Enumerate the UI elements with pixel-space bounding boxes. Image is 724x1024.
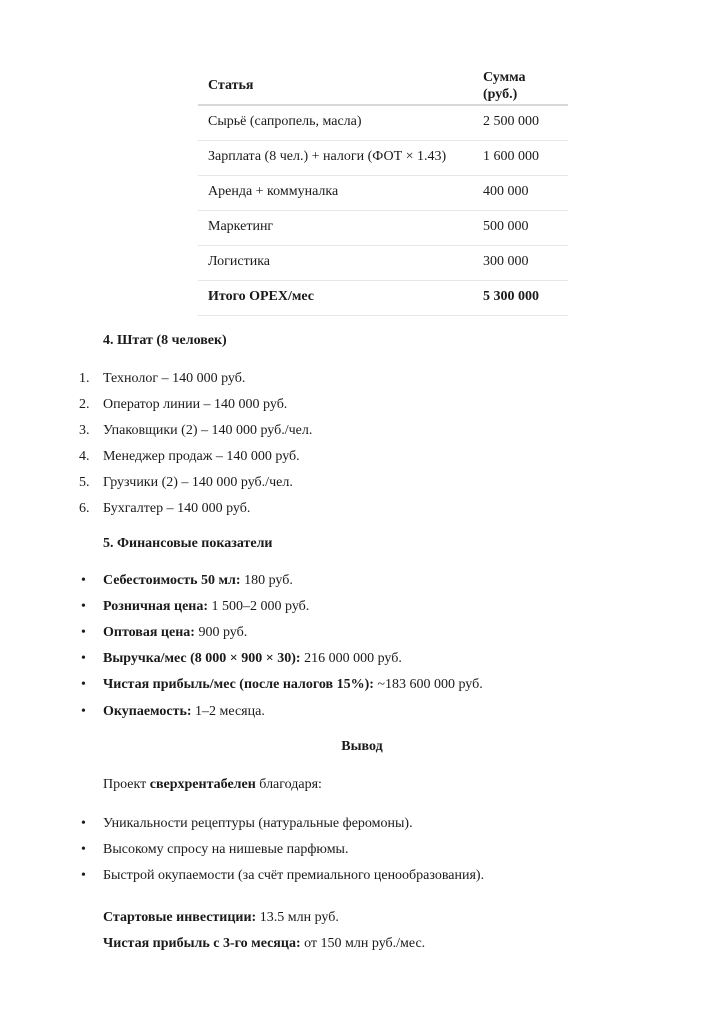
list-number: 3. [79, 423, 90, 438]
bullet-icon: • [81, 573, 86, 588]
table-cell-item: Сырьё (сапропель, масла) [198, 105, 473, 141]
table-cell-amount: 300 000 [473, 245, 568, 280]
list-item [0, 599, 700, 619]
metric-value: 1–2 месяца. [191, 704, 265, 719]
intro-emphasis: сверхрентабелен [149, 777, 256, 792]
bullet-icon: • [81, 704, 86, 719]
table-cell-amount: 1 600 000 [473, 140, 568, 175]
table-row [198, 105, 568, 141]
list-item [0, 573, 700, 593]
column-header-item: Статья [198, 70, 473, 105]
bullet-icon: • [81, 868, 86, 883]
list-item-text: Грузчики (2) – 140 000 руб./чел. [103, 475, 293, 490]
list-number: 5. [79, 475, 90, 490]
metric-value: 216 000 000 руб. [300, 651, 402, 666]
table-cell-amount: 400 000 [473, 175, 568, 210]
list-item-text: Упаковщики (2) – 140 000 руб./чел. [103, 423, 313, 438]
metric-value: 180 руб. [240, 573, 293, 588]
profit-line [103, 936, 425, 953]
metric-value: ~183 600 000 руб. [373, 677, 483, 692]
bullet-icon: • [81, 816, 86, 831]
list-item-text: Менеджер продаж – 140 000 руб. [103, 449, 300, 464]
table-cell-item: Маркетинг [198, 210, 473, 245]
bullet-icon: • [81, 842, 86, 857]
table-header-row [198, 70, 568, 105]
investment-line [103, 910, 339, 927]
metric-label: Окупаемость: [103, 704, 192, 719]
list-item [0, 842, 700, 862]
intro-text: Проект [103, 777, 150, 792]
conclusion-heading: Вывод [341, 739, 383, 754]
metric-label: Чистая прибыль/мес (после налогов 15%): [103, 677, 374, 692]
list-item-text: Бухгалтер – 140 000 руб. [103, 501, 251, 516]
list-item [0, 371, 700, 391]
bullet-icon: • [81, 599, 86, 614]
metric-label: Розничная цена: [103, 599, 209, 614]
list-item-text: Оператор линии – 140 000 руб. [103, 397, 288, 412]
list-item [0, 449, 700, 469]
list-item [0, 397, 700, 417]
metric-value: 900 руб. [194, 625, 248, 640]
table-cell-item: Логистика [198, 245, 473, 280]
table-cell-amount: 500 000 [473, 210, 568, 245]
list-item-text: Уникальности рецептуры (натуральные феромоны). [103, 816, 413, 831]
list-number: 4. [79, 449, 90, 464]
bullet-icon: • [81, 677, 86, 692]
list-item [0, 501, 700, 521]
table-total-label: Итого OPEX/мес [198, 280, 473, 315]
list-item [0, 704, 700, 724]
metric-label: Выручка/мес (8 000 × 900 × 30): [103, 651, 301, 666]
table-row [198, 210, 568, 245]
table-row [198, 175, 568, 210]
intro-text-end: благодаря: [255, 777, 322, 792]
column-header-amount: Сумма (руб.) [473, 70, 568, 105]
list-item-text: Технолог – 140 000 руб. [103, 371, 246, 386]
staff-heading: 4. Штат (8 человек) [103, 333, 227, 348]
table-cell-item: Зарплата (8 чел.) + налоги (ФОТ × 1.43) [198, 140, 473, 175]
table-cell-item: Аренда + коммуналка [198, 175, 473, 210]
list-item [0, 816, 700, 836]
list-item [0, 625, 700, 645]
table-row [198, 140, 568, 175]
list-number: 1. [79, 371, 90, 386]
list-item [0, 475, 700, 495]
bullet-icon: • [81, 651, 86, 666]
list-number: 2. [79, 397, 90, 412]
list-item [0, 651, 700, 671]
list-number: 6. [79, 501, 90, 516]
profit-value: от 150 млн руб./мес. [300, 936, 426, 951]
list-item [0, 868, 700, 888]
list-item [0, 677, 700, 697]
finance-heading: 5. Финансовые показатели [103, 536, 273, 551]
table-total-amount: 5 300 000 [473, 280, 568, 315]
metric-label: Себестоимость 50 мл: [103, 573, 241, 588]
table-cell-amount: 2 500 000 [473, 105, 568, 141]
metric-label: Оптовая цена: [103, 625, 195, 640]
list-item-text: Высокому спросу на нишевые парфюмы. [103, 842, 349, 857]
profit-label: Чистая прибыль с 3-го месяца: [103, 936, 301, 951]
opex-table [198, 70, 568, 316]
investment-label: Стартовые инвестиции: [103, 910, 257, 925]
list-item [0, 423, 700, 443]
list-item-text: Быстрой окупаемости (за счёт премиального ценообразования). [103, 868, 485, 883]
bullet-icon: • [81, 625, 86, 640]
conclusion-intro [103, 777, 322, 794]
metric-value: 1 500–2 000 руб. [208, 599, 310, 614]
table-total-row [198, 280, 568, 315]
investment-value: 13.5 млн руб. [256, 910, 339, 925]
table-row [198, 245, 568, 280]
